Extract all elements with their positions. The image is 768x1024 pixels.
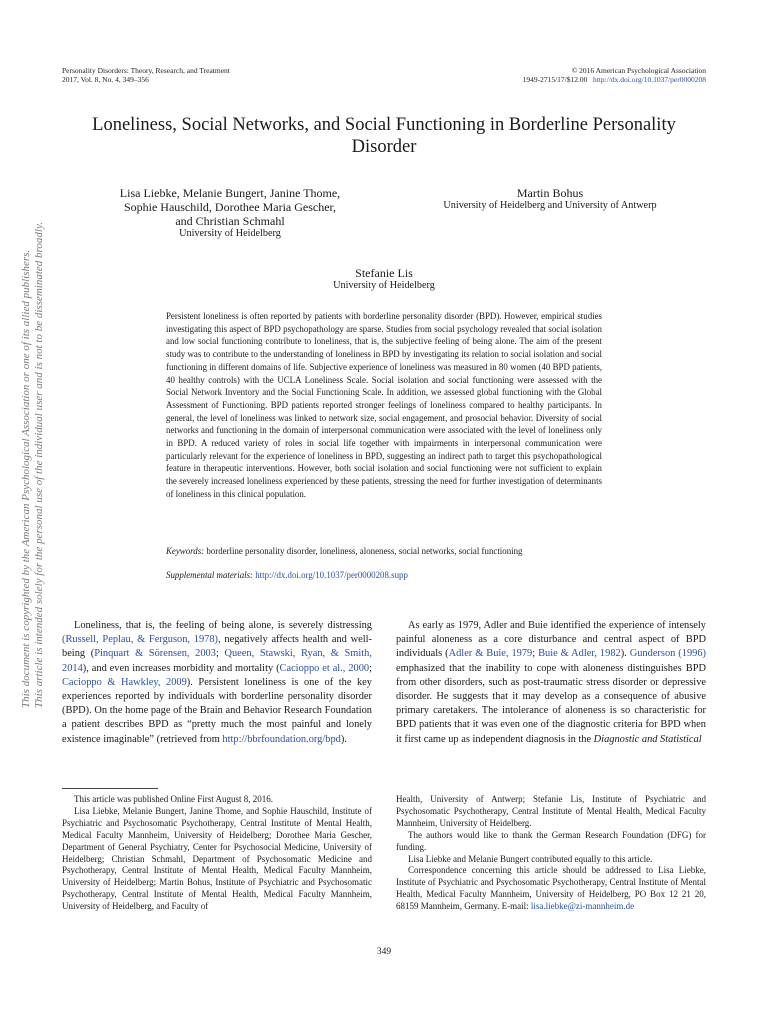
- journal-header: [62, 66, 230, 84]
- citation-link[interactable]: Adler & Buie, 1979: [448, 648, 533, 660]
- copyright-side-notice: [20, 222, 46, 708]
- supplemental-materials: [166, 569, 606, 581]
- email-link[interactable]: lisa.liebke@zi-mannheim.de: [530, 901, 635, 912]
- citation-link[interactable]: Gunderson (1996): [629, 648, 706, 660]
- citation-link[interactable]: Queen, Stawski, Ryan, & Smith, 2014: [62, 648, 372, 674]
- copyright-header: [523, 66, 706, 84]
- keywords-text: borderline personality disorder, loneliness, aloneness, social networks, social functioning: [206, 546, 523, 556]
- url-link[interactable]: http://bbrfoundation.org/bpd: [222, 733, 341, 745]
- supplemental-label: Supplemental materials:: [166, 570, 254, 580]
- citation-link[interactable]: Cacioppo & Hawkley, 2009: [62, 676, 187, 688]
- side-notice-line-2: This article is intended solely for the personal use of the individual user and is not to be disseminated broadly.: [33, 222, 45, 708]
- abstract: [166, 310, 602, 501]
- footnote: Lisa Liebke, Melanie Bungert, Janine Thome, and Sophie Hauschild, Institute of Psychiatric and Psychosomatic Psychotherapy, Central Institute of Mental Health, Medical Faculty Mannheim, University of Heidelberg; Dorothee Maria Gescher, Department of General Psychiatry, Center for Psychosocial Medicine, University of Heidelberg; Christian Schmahl, Department of Psychosomatic Medicine and Psychotherapy, Central Institute of Mental Health, Medical Faculty Mannheim, University of Heidelberg; Martin Bohus, Institute of Psychiatric and Psychosomatic Psychotherapy, Central Institute of Mental Health, Medical Faculty Mannheim, University of Heidelberg, and Faculty of: [62, 805, 372, 912]
- author-group-3: [60, 266, 708, 292]
- body-paragraph: As early as 1979, Adler and Buie identified the experience of intensely painful aloneness as a core disturbance and central aspect of BPD individuals (Adler & Buie, 1979; Buie & Adler, 1982). Gunderson (1996) emphasized that the inability to cope with aloneness distinguishes BPD from other disorders, such as post-traumatic stress disorder or depressive disorder. He suggests that it may develop as a consequence of abusive primary caretakers. The intolerance of aloneness is so characteristic for BPD patients that it was even one of the diagnostic criteria for BPD when it first came up as independent diagnosis in the Diagnostic and Statistical: [396, 620, 706, 745]
- supplemental-link[interactable]: http://dx.doi.org/10.1037/per0000208.supp: [255, 570, 408, 580]
- citation-link[interactable]: Pinquart & Sörensen, 2003: [94, 648, 216, 660]
- footnote-divider: [62, 788, 158, 789]
- body-column-right: [396, 619, 706, 747]
- citation-link[interactable]: Buie & Adler, 1982: [538, 648, 621, 660]
- author-group-2: [400, 186, 700, 212]
- author-line: Martin Bohus: [516, 186, 584, 200]
- citation-link[interactable]: (Russell, Peplau, & Ferguson, 1978): [62, 634, 219, 646]
- footnote: Lisa Liebke and Melanie Bungert contributed equally to this article.: [408, 853, 653, 864]
- footnote-correspondence: Correspondence concerning this article should be addressed to Lisa Liebke, Institute of Psychiatric and Psychosomatic Psychotherapy, Central Institute of Mental Health, Medical Faculty Mannheim, University of Heidelberg, PO Box 12 21 20, 68159 Mannheim, Germany. E-mail: lisa.liebke@zi-mannheim.de: [396, 865, 706, 912]
- author-line: Stefanie Lis: [355, 266, 413, 280]
- author-line: and Christian Schmahl: [175, 214, 285, 228]
- footnotes-left: [62, 794, 372, 913]
- abstract-text: Persistent loneliness is often reported by patients with borderline personality disorder (BPD). However, empirical studies investigating this aspect of BPD psychopathology are sparse. Studies from social psychology revealed that social isolation and low social functioning contribute to loneliness, that is, the subjective feeling of being alone. The aim of the present study was to contribute to the understanding of loneliness in BPD by investigating its relation to social isolation and social functioning in different domains of life. Subjective experience of loneliness was measured in 80 women (40 BPD patients, 40 healthy controls) with the UCLA Loneliness Scale. Social isolation and social functioning were assessed with the Social Network Inventory and the Social Functioning Scale. In addition, we assessed global functioning with the Global Assessment of Functioning. BPD patients reported stronger feelings of loneliness compared to healthy participants. In general, the level of loneliness was linked to network size, social engagement, and prosocial behavior. Diversity of social networks and functioning in the domain of interpersonal communication were associated with the level of loneliness only in BPD. A reduced variety of roles in social life together with impairments in interpersonal communication were particularly relevant for the experience of loneliness in BPD, suggesting an indirect path to target this psychopathological feature in therapeutic interventions. However, both social isolation and social functioning were not sufficient to explain the severely increased loneliness experienced by these patients, stressing the need for further investigation of determinants of loneliness in this clinical population.: [166, 311, 602, 499]
- author-line: Sophie Hauschild, Dorothee Maria Gescher,: [123, 200, 337, 214]
- journal-volume: 2017, Vol. 8, No. 4, 349–356: [62, 75, 149, 84]
- author-line: Lisa Liebke, Melanie Bungert, Janine Thome,: [119, 186, 341, 200]
- page-number: 349: [376, 947, 392, 957]
- keywords-label: Keywords:: [166, 546, 205, 556]
- footnotes-right: [396, 794, 706, 913]
- affiliation: University of Heidelberg: [179, 228, 281, 239]
- price: 1949-2715/17/$12.00: [522, 75, 588, 84]
- italic-title: Diagnostic and Statistical: [593, 733, 702, 745]
- keywords: [166, 545, 606, 557]
- body-paragraph: Loneliness, that is, the feeling of being alone, is severely distressing (Russell, Peplau, & Ferguson, 1978), negatively affects health and well-being (Pinquart & Sörensen, 2003; Queen, Stawski, Ryan, & Smith, 2014), and even increases morbidity and mortality (Cacioppo et al., 2000; Cacioppo & Hawkley, 2009). Persistent loneliness is one of the key experiences reported by individuals with borderline personality disorder (BPD). On the home page of the Brain and Behavior Research Foundation a patient describes BPD as “pretty much the most painful and lonely existence imaginable” (retrieved from http://bbrfoundation.org/bpd).: [62, 620, 372, 745]
- footnote: Health, University of Antwerp; Stefanie Lis, Institute of Psychiatric and Psychosomatic Psychotherapy, Central Institute of Mental Health, Medical Faculty Mannheim, University of Heidelberg.: [396, 794, 706, 828]
- price-doi-line: [523, 75, 706, 84]
- affiliation: University of Heidelberg and University of Antwerp: [443, 200, 657, 211]
- journal-name: Personality Disorders: Theory, Research, and Treatment: [62, 66, 230, 75]
- citation-link[interactable]: Cacioppo et al., 2000: [279, 662, 370, 674]
- side-notice-line-1: This document is copyrighted by the American Psychological Association or one of its allied publishers.: [20, 249, 32, 708]
- article-title: Loneliness, Social Networks, and Social Functioning in Borderline Personality Disorder: [92, 115, 676, 157]
- doi-link[interactable]: http://dx.doi.org/10.1037/per0000208: [593, 75, 706, 84]
- copyright-line: © 2016 American Psychological Association: [571, 66, 706, 75]
- author-group-1: [60, 186, 400, 240]
- footnote: This article was published Online First August 8, 2016.: [74, 794, 273, 804]
- affiliation: University of Heidelberg: [333, 280, 435, 291]
- footnote: The authors would like to thank the German Research Foundation (DFG) for funding.: [396, 829, 706, 852]
- body-column-left: [62, 619, 372, 747]
